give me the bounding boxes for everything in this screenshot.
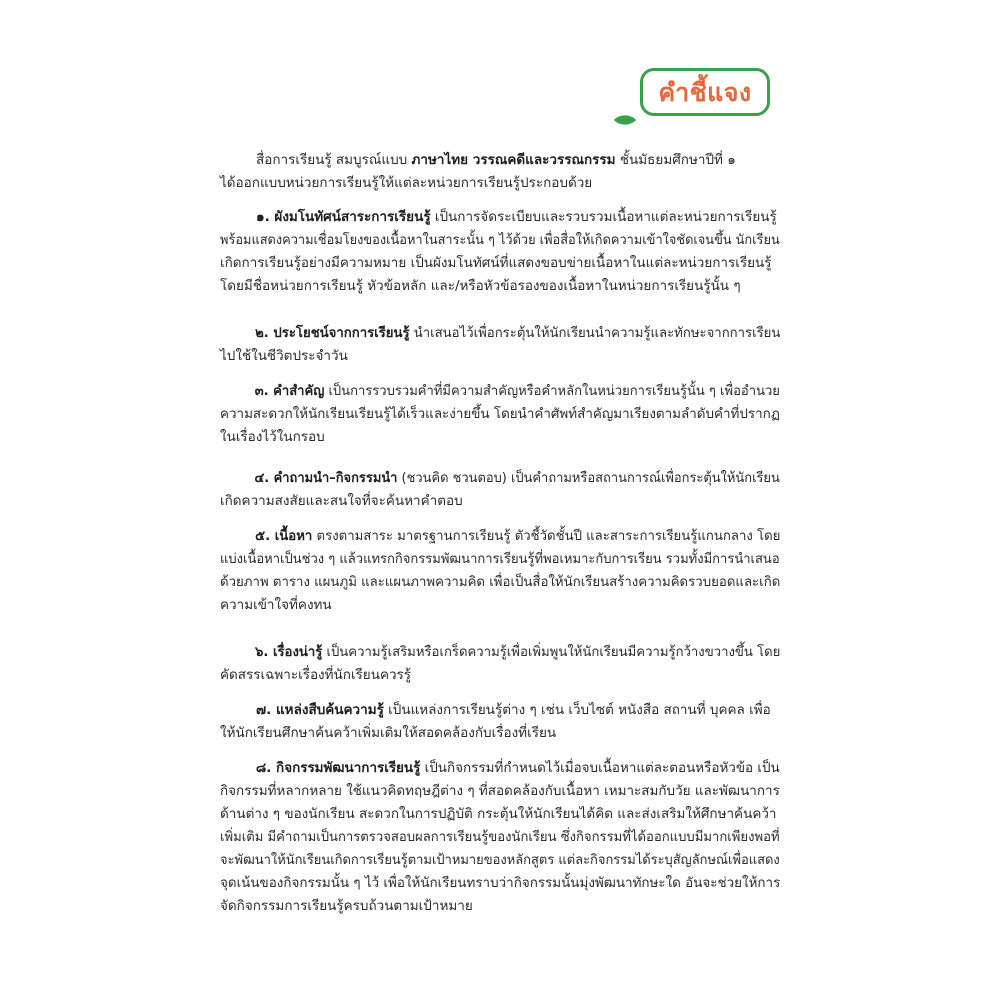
intro-line-2: ได้ออกแบบหน่วยการเรียนรู้ให้แต่ละหน่วยการเรียนรู้ประกอบด้วย xyxy=(220,175,593,191)
item-text: ตรงตามสาระ มาตรฐานการเรียนรู้ ตัวชี้วัดชั้นปี และสาระการเรียนรู้แกนกลาง โดย xyxy=(312,528,781,544)
item-line: พร้อมแสดงความเชื่อมโยงของเนื้อหาในสาระนั้น ๆ ไว้ด้วย เพื่อสื่อให้เกิดความเข้าใจชัดเจนขึ้น นักเรียน xyxy=(220,232,780,248)
intro-text: สื่อการเรียนรู้ สมบูรณ์แบบ xyxy=(256,152,412,168)
item-line: ไปใช้ในชีวิตประจำวัน xyxy=(220,348,348,364)
item-learning-benefits xyxy=(220,322,780,368)
item-text: เป็นความรู้เสริมหรือเกร็ดความรู้เพื่อเพิ่มพูนให้นักเรียนมีความรู้กว้างขวางขึ้น โดย xyxy=(322,644,781,660)
item-first-line xyxy=(220,380,780,403)
item-keywords xyxy=(220,380,780,449)
item-concept-map xyxy=(220,206,780,298)
grade-text: ชั้นมัธยมศึกษาปีที่ ๑ xyxy=(615,152,736,168)
item-line: เกิดความสงสัยและสนใจที่จะค้นหาคำตอบ xyxy=(220,493,463,509)
item-text: เป็นกิจกรรมที่กำหนดไว้เมื่อจบเนื้อหาแต่ละตอนหรือหัวข้อ เป็น xyxy=(420,760,780,776)
item-line: เกิดการเรียนรู้อย่างมีความหมาย เป็นผังมโนทัศน์ที่แสดงขอบข่ายเนื้อหาในแต่ละหน่วยการเรียนรู้ xyxy=(220,255,772,271)
page-title: คำชี้แจง xyxy=(658,77,752,107)
item-line: แบ่งเนื้อหาเป็นช่วง ๆ แล้วแทรกกิจกรรมพัฒนาการเรียนรู้ที่พอเหมาะกับการเรียน รวมทั้งมีการนำเสนอ xyxy=(220,551,780,567)
item-learning-activities xyxy=(220,757,780,918)
item-line: คัดสรรเฉพาะเรื่องที่นักเรียนควรรู้ xyxy=(220,667,412,683)
item-line: เพิ่มเติม มีคำถามเป็นการตรวจสอบผลการเรียนรู้ของนักเรียน ซึ่งกิจกรรมที่ได้ออกแบบมีมากเพียงพอที่ xyxy=(220,829,780,845)
item-first-line xyxy=(220,699,780,722)
item-line: จัดกิจกรรมการเรียนรู้ครบถ้วนตามเป้าหมาย xyxy=(220,898,473,914)
item-line: ความสะดวกให้นักเรียนเรียนรู้ได้เร็วและง่ายขึ้น โดยนำคำศัพท์สำคัญมาเรียงตามลำดับคำที่ปรากฏ xyxy=(220,406,780,422)
item-text: เป็นการรวบรวมคำที่มีความสำคัญหรือคำหลักในหน่วยการเรียนรู้นั้น ๆ เพื่ออำนวย xyxy=(324,383,780,399)
item-line: ด้วยภาพ ตาราง แผนภูมิ และแผนภาพความคิด เพื่อเป็นสื่อให้นักเรียนสร้างความคิดรวบยอดและเกิด xyxy=(220,574,781,590)
item-line: ด้านต่าง ๆ ของนักเรียน สะดวกในการปฏิบัติ กระตุ้นให้นักเรียนได้คิด และส่งเสริมให้ศึกษาค้นคว้า xyxy=(220,806,777,822)
item-line: กิจกรรมที่หลากหลาย ใช้แนวคิดทฤษฎีต่าง ๆ ที่สอดคล้องกับเนื้อหา เหมาะสมกับวัย และพัฒนาการ xyxy=(220,783,780,799)
item-line: จะพัฒนาให้นักเรียนเกิดการเรียนรู้ตามเป้าหมายของหลักสูตร แต่ละกิจกรรมได้ระบุสัญลักษณ์เพื่อแสดง xyxy=(220,852,780,868)
item-first-line xyxy=(220,206,780,229)
item-heading: คำถามนำ–กิจกรรมนำ xyxy=(273,470,398,486)
item-line: จุดเน้นของกิจกรรมนั้น ๆ ไว้ เพื่อให้นักเรียนทราบว่ากิจกรรมนั้นมุ่งพัฒนาทักษะใด อันจะช่วยให้การ xyxy=(220,875,781,891)
item-number: ๘. xyxy=(255,760,277,776)
item-number: ๑. xyxy=(256,209,275,225)
item-first-line xyxy=(220,525,781,548)
item-number: ๗. xyxy=(256,702,276,718)
item-first-line xyxy=(220,757,778,780)
item-number: ๕. xyxy=(255,528,275,544)
item-line: ความเข้าใจที่คงทน xyxy=(220,597,332,613)
item-did-you-know xyxy=(220,641,780,687)
item-number: ๖. xyxy=(255,644,273,660)
intro-line-1 xyxy=(220,149,780,172)
item-heading: กิจกรรมพัฒนาการเรียนรู้ xyxy=(276,760,421,776)
item-heading: ประโยชน์จากการเรียนรู้ xyxy=(273,325,410,341)
item-heading: แหล่งสืบค้นความรู้ xyxy=(275,702,384,718)
item-heading: คำสำคัญ xyxy=(273,383,325,399)
item-text: เป็นแหล่งการเรียนรู้ต่าง ๆ เช่น เว็บไซต์ หนังสือ สถานที่ บุคคล เพื่อ xyxy=(383,702,771,718)
item-line: โดยมีชื่อหน่วยการเรียนรู้ หัวข้อหลัก และ/หรือหัวข้อรองของเนื้อหาในหน่วยการเรียนรู้นั้น ๆ xyxy=(220,278,741,294)
intro-paragraph xyxy=(220,149,780,195)
item-resources xyxy=(220,699,780,745)
item-heading: เรื่องน่ารู้ xyxy=(272,644,323,660)
item-line: ให้นักเรียนศึกษาค้นคว้าเพิ่มเติมให้สอดคล้องกับเรื่องที่เรียน xyxy=(220,725,557,741)
item-heading: ผังมโนทัศน์สาระการเรียนรู้ xyxy=(274,209,431,225)
item-text: เป็นการจัดระเบียบและรวบรวมเนื้อหาแต่ละหน่วยการเรียนรู้ xyxy=(430,209,777,225)
item-text: (ชวนคิด ชวนตอบ) เป็นคำถามหรือสถานการณ์เพื่อกระตุ้นให้นักเรียน xyxy=(397,470,780,486)
item-line: ในเรื่องไว้ในกรอบ xyxy=(220,429,325,445)
item-number: ๔. xyxy=(254,470,274,486)
item-lead-questions xyxy=(220,467,780,513)
item-number: ๓. xyxy=(254,383,274,399)
item-first-line xyxy=(220,322,781,345)
item-first-line xyxy=(220,467,780,490)
item-content xyxy=(220,525,780,617)
item-heading: เนื้อหา xyxy=(274,528,313,544)
book-title: ภาษาไทย วรรณคดีและวรรณกรรม xyxy=(411,152,616,168)
item-first-line xyxy=(220,641,781,664)
item-text: นำเสนอไว้เพื่อกระตุ้นให้นักเรียนนำความรู้และทักษะจากการเรียน xyxy=(409,325,781,341)
item-number: ๒. xyxy=(255,325,274,341)
